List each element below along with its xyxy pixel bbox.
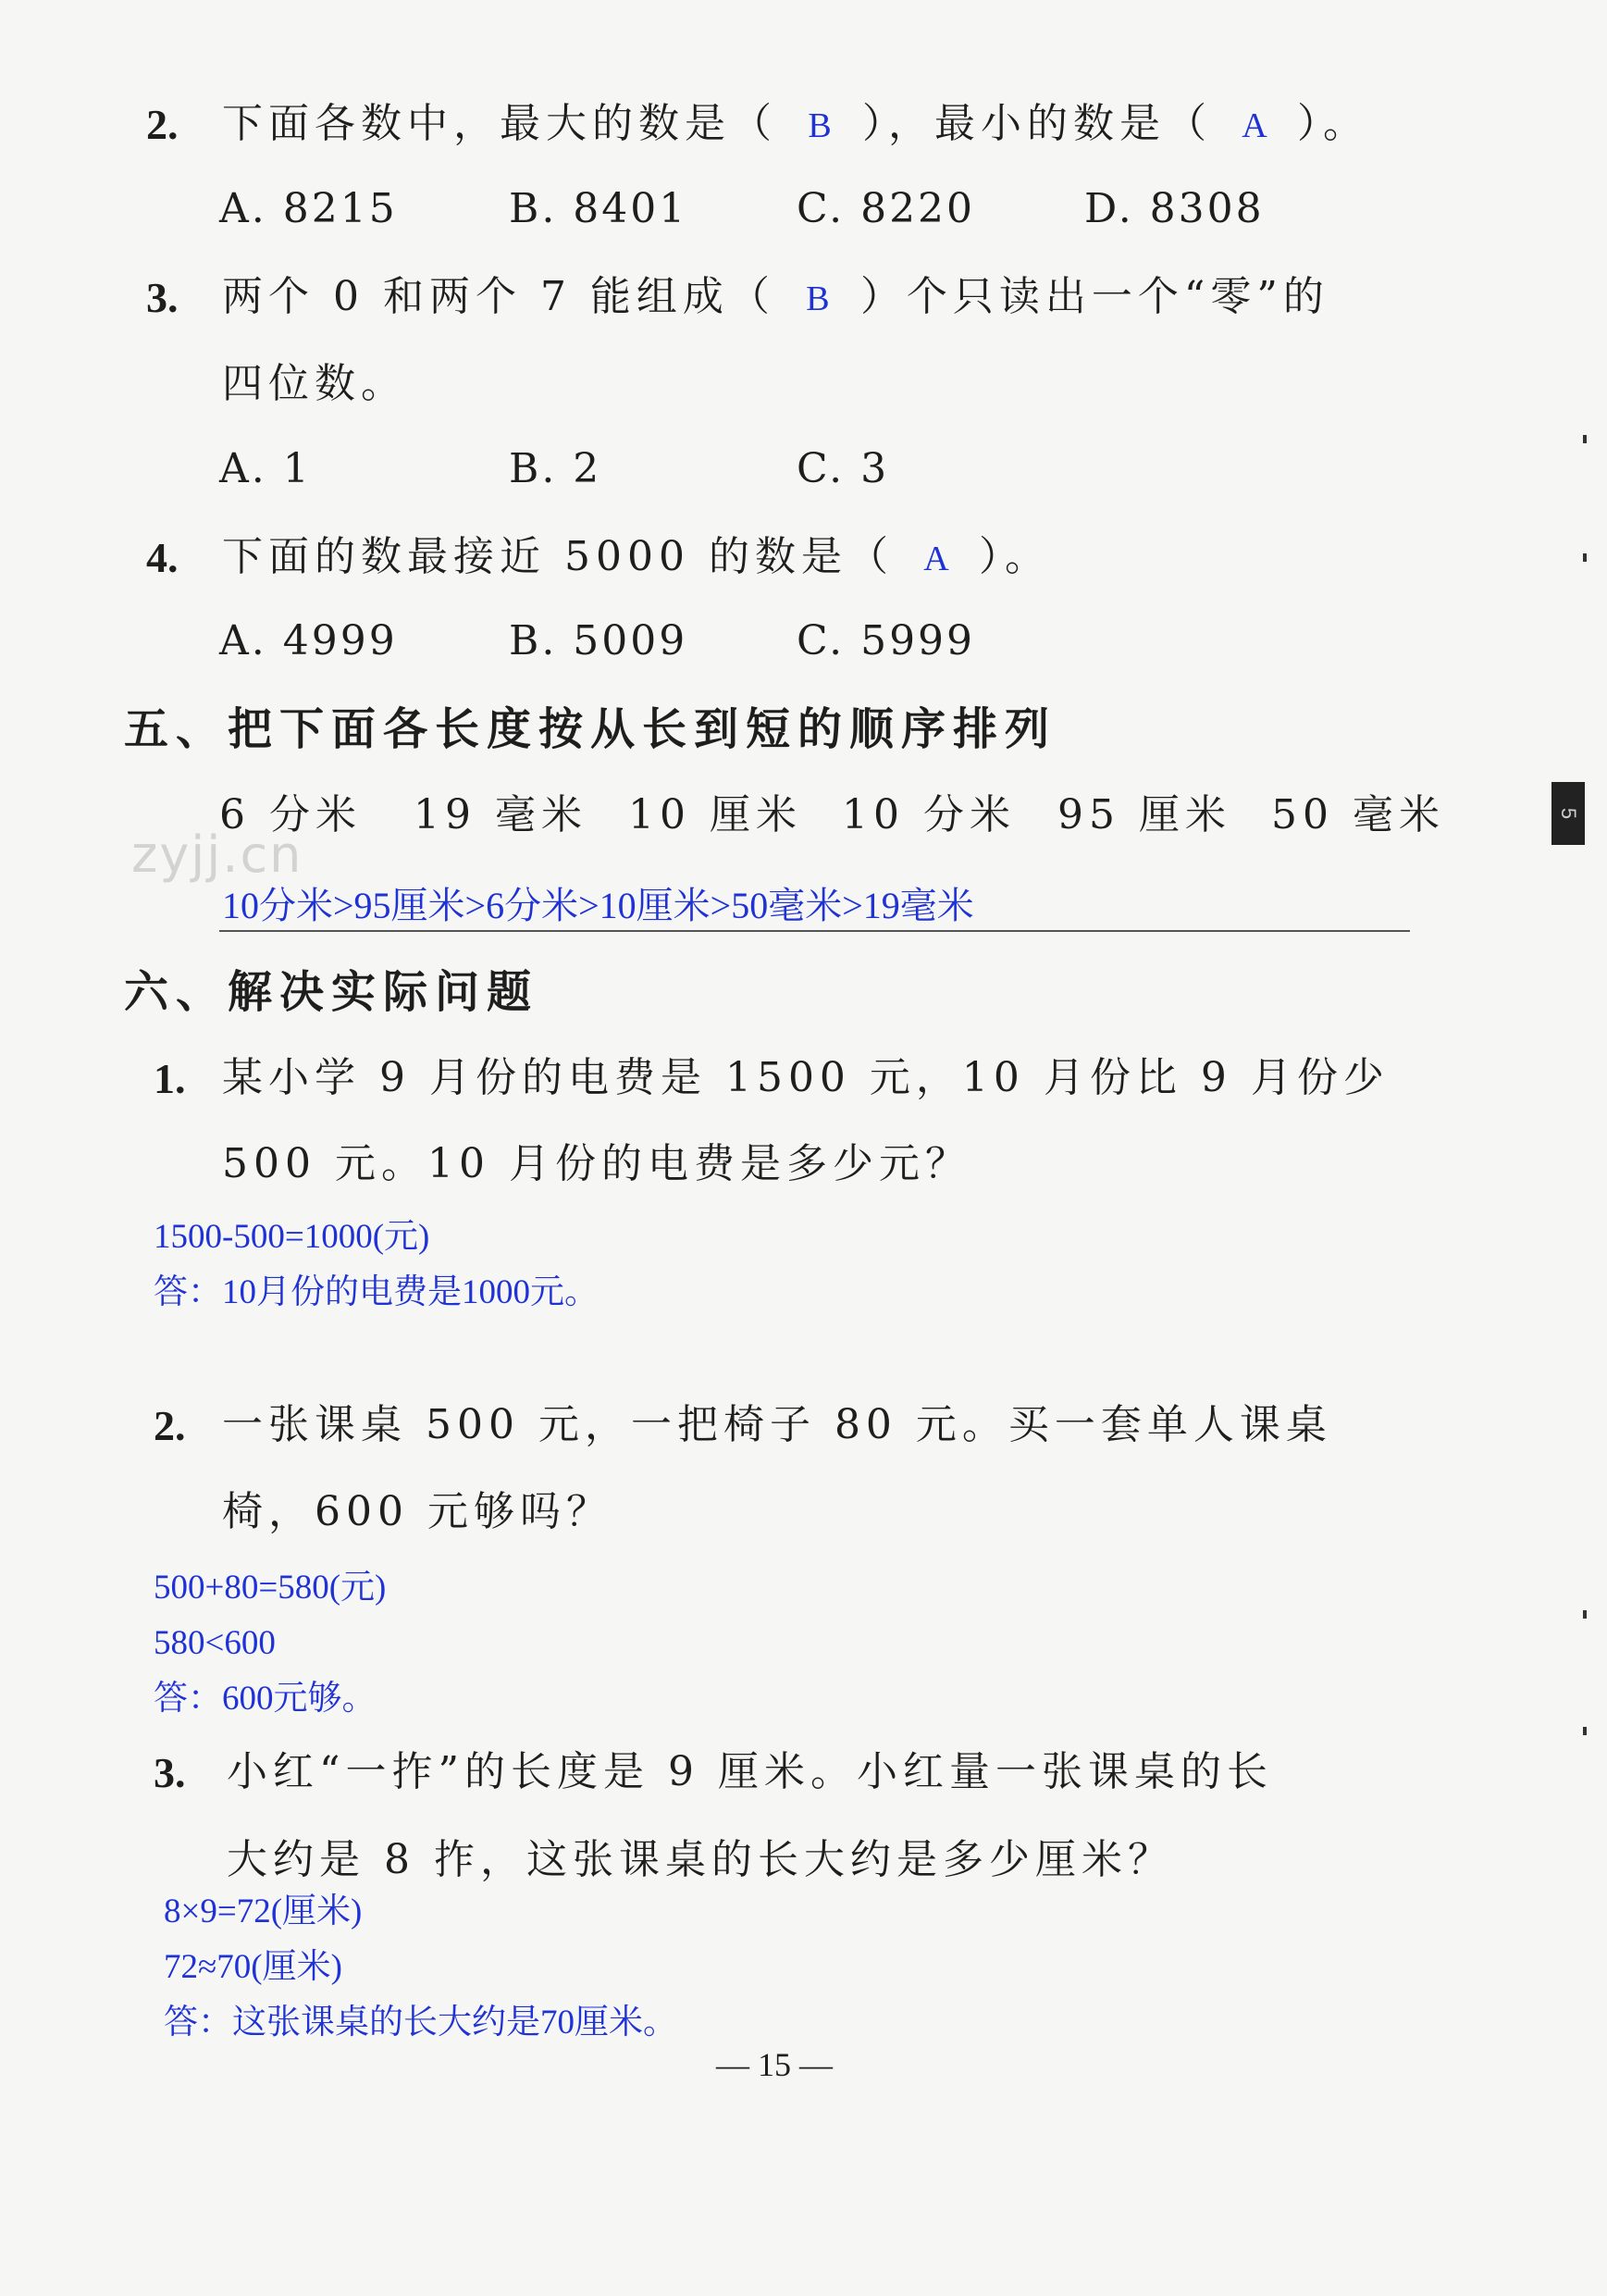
solution-line: 1500-500=1000(元) — [154, 1218, 430, 1256]
question-text — [222, 273, 1329, 320]
problem-text: 椅，600 元够吗？ — [222, 1488, 612, 1535]
ordering-answer: 10分米>95厘米>6分米>10厘米>50毫米>19毫米 — [222, 885, 974, 926]
answer-blank: A — [923, 540, 949, 578]
problem-text: 小红“一拃”的长度是 9 厘米。小红量一张课桌的长 — [227, 1748, 1273, 1795]
question-text-part: 下面的数最接近 5000 的数是（ — [222, 533, 894, 580]
option: B. 5009 — [509, 617, 688, 664]
section-heading: 五、把下面各长度按从长到短的顺序排列 — [124, 703, 1057, 755]
problem-number: 3. — [154, 1749, 186, 1796]
question-number: 3. — [146, 274, 179, 321]
problem-text: 大约是 8 拃，这张课桌的长大约是多少厘米？ — [227, 1836, 1174, 1883]
question-text-part: ）。 — [1297, 100, 1369, 147]
question-text-part: 下面各数中，最大的数是（ — [222, 100, 777, 147]
page-number: — 15 — — [716, 2046, 833, 2083]
solution-line: 8×9=72(厘米) — [164, 1893, 363, 1930]
solution-line: 500+80=580(元) — [154, 1569, 387, 1607]
solution-line: 72≈70(厘米) — [164, 1948, 342, 1986]
problem-number: 2. — [154, 1402, 186, 1449]
option: B. 2 — [509, 445, 602, 492]
answer-blank: B — [806, 279, 830, 318]
question-number: 2. — [146, 101, 179, 148]
problem-number: 1. — [154, 1055, 186, 1102]
option: C. 5999 — [797, 617, 976, 664]
section-heading: 六、解决实际问题 — [124, 966, 539, 1018]
edge-mark — [1583, 1610, 1587, 1619]
option: A. 1 — [219, 445, 312, 492]
option: C. 3 — [797, 445, 890, 492]
question-number: 4. — [146, 534, 179, 581]
solution-line: 答：10月份的电费是1000元。 — [154, 1273, 599, 1311]
length-item: 10 厘米 — [628, 791, 802, 838]
answer-blank: A — [1242, 106, 1267, 145]
question-text-part: ）。 — [978, 533, 1051, 580]
option: B. 8401 — [509, 185, 688, 232]
length-item: 6 分米 — [219, 791, 362, 838]
answer-blank: B — [808, 106, 832, 145]
edge-mark — [1583, 1727, 1587, 1735]
length-item: 10 分米 — [842, 791, 1016, 838]
problem-text: 某小学 9 月份的电费是 1500 元，10 月份比 9 月份少 — [222, 1054, 1390, 1101]
option: A. 4999 — [219, 617, 398, 664]
length-item: 95 厘米 — [1057, 791, 1231, 838]
edge-mark — [1583, 553, 1587, 562]
solution-line: 580<600 — [154, 1624, 276, 1662]
option: D. 8308 — [1084, 185, 1265, 232]
problem-text: 500 元。10 月份的电费是多少元？ — [222, 1140, 971, 1187]
answer-line — [219, 930, 1410, 932]
question-text-part: 两个 0 和两个 7 能组成（ — [222, 273, 775, 320]
option: C. 8220 — [797, 185, 976, 232]
question-text-part: ），最小的数是（ — [862, 100, 1212, 147]
side-tab — [1551, 782, 1585, 845]
length-item: 50 毫米 — [1271, 791, 1445, 838]
side-tab-label: 5 — [1557, 807, 1580, 820]
watermark: zyjj.cn — [131, 825, 303, 884]
question-text — [222, 533, 1051, 580]
solution-line: 答：这张课桌的长大约是70厘米。 — [164, 2004, 677, 2042]
option: A. 8215 — [219, 185, 398, 232]
question-text-part: ）个只读出一个“零”的 — [859, 273, 1329, 320]
question-text-line-2: 四位数。 — [222, 360, 407, 407]
question-text — [222, 100, 1369, 147]
problem-text: 一张课桌 500 元，一把椅子 80 元。买一套单人课桌 — [222, 1401, 1332, 1448]
length-item: 19 毫米 — [414, 791, 587, 838]
solution-line: 答：600元够。 — [154, 1680, 377, 1718]
edge-mark — [1583, 435, 1587, 443]
